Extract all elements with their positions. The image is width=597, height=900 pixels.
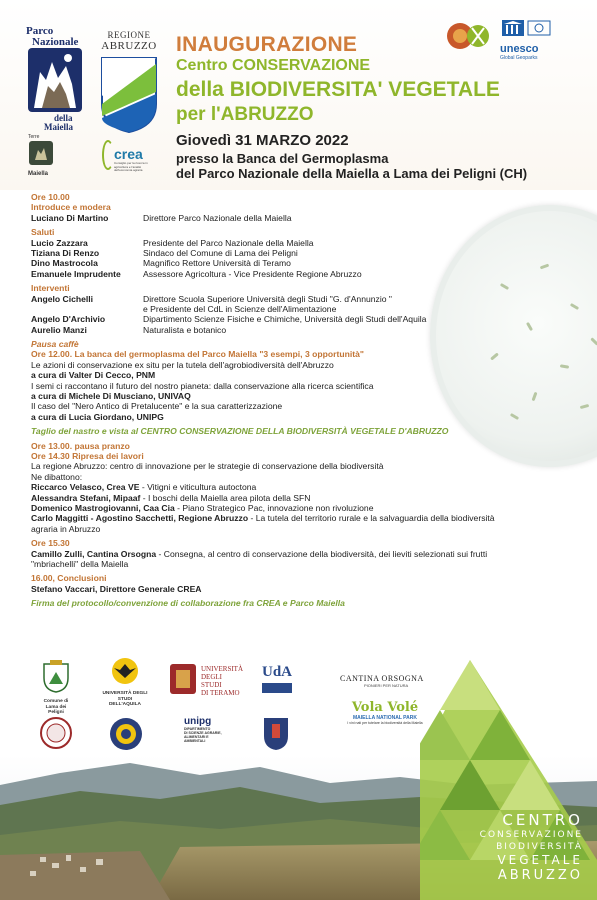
title-inaugurazione: INAUGURAZIONE — [176, 33, 358, 56]
unesco-subtitle: Global Geoparks — [500, 55, 538, 61]
unipg-logo — [184, 716, 224, 743]
comune-caption-2: Lama dei Peligni — [45, 704, 67, 715]
unite-emblem-icon — [168, 662, 198, 696]
event-place-line2: del Parco Nazionale della Maiella a Lama dei Peligni (CH) — [176, 166, 528, 181]
crea-subtitle: Consiglio per la ricerca in agricoltura e l'analisi dell'economia agraria — [114, 161, 148, 172]
person-row — [31, 304, 591, 314]
vola-vole-logo — [340, 700, 430, 725]
debate-topic-cont: agraria in Abruzzo — [31, 523, 101, 534]
person-row — [31, 314, 591, 324]
comune-lama-logo — [38, 658, 74, 716]
unite-text-1: UNIVERSITÀ — [201, 665, 243, 673]
pnm-logo-text-3: della — [54, 113, 73, 123]
badge-line-centro: CENTRO — [502, 811, 583, 829]
unipg-caption-2: DI SCIENZE AGRARIE, — [184, 731, 222, 735]
coat-of-arms-icon — [38, 658, 74, 694]
debate-topic: - La tutela del territorio rurale e la salvaguardia della biodiversità — [248, 513, 495, 524]
eagle-icon — [100, 656, 150, 686]
terre-label: Terre — [28, 134, 40, 140]
debate-row — [31, 493, 591, 503]
unipg-caption-1: DIPARTIMENTO — [184, 727, 211, 731]
person-row — [31, 258, 591, 268]
pnm-logo-text-4: Maiella — [44, 122, 73, 132]
wolf-icon — [28, 48, 82, 112]
vola-sub2: I vini nati per tutelare la biodiversità della Maiella — [347, 721, 423, 725]
talk-title: La regione Abruzzo: centro di innovazione per le strategie di conservazione della biodiversità — [31, 461, 384, 472]
unesco-label: unesco — [500, 43, 539, 55]
badge-line-abruzzo: ABRUZZO — [497, 868, 583, 883]
parco-maiella-logo — [26, 26, 86, 130]
person-role: e Presidente del CdL in Scienze dell'Alimentazione — [143, 303, 337, 314]
title-centro-conservazione: Centro CONSERVAZIONE — [176, 57, 371, 74]
person-role: Dipartimento Scienze Fisiche e Chimiche, Università degli Studi dell'Aquila — [143, 314, 427, 325]
vola-sub: MAIELLA NATIONAL PARK — [353, 715, 417, 721]
badge-line-conservazione: CONSERVAZIONE — [479, 830, 583, 840]
abruzzo-label: ABRUZZO — [101, 40, 157, 52]
signing-note: Firma del protocollo/convenzione di collaborazione fra CREA e Parco Maiella — [31, 598, 345, 609]
event-date: Giovedì 31 MARZO 2022 — [176, 132, 349, 149]
title-abruzzo: per l'ABRUZZO — [176, 104, 314, 125]
badge-line-vegetale: VEGETALE — [497, 853, 583, 867]
orsogna-label: CANTINA ORSOGNA — [340, 674, 424, 683]
person-role: Presidente del Parco Nazionale della Maiella — [143, 237, 314, 248]
crea-medal-logo — [108, 716, 144, 752]
debate-speaker: Domenico Mastrogiovanni, Caa Cia — [31, 502, 175, 513]
pnm-logo-text-1: Parco — [26, 25, 54, 37]
talk-speaker: a cura di Michele Di Musciano, UNIVAQ — [31, 391, 191, 402]
person-role: Magnifico Rettore Università di Teramo — [143, 258, 291, 269]
session-time: Ore 13.00. pausa pranzo — [31, 440, 130, 451]
comune-caption-1: Comune di — [43, 699, 69, 704]
regione-label: REGIONE — [107, 30, 151, 40]
person-row — [31, 248, 591, 258]
unibo-seal-icon — [36, 716, 76, 750]
cantina-orsogna-logo — [340, 674, 430, 688]
centro-badge — [448, 812, 597, 884]
person-name: Lucio Zazzara — [31, 237, 88, 248]
badge-line-biodiversita: BIODIVERSITÀ — [496, 842, 583, 852]
person-name: Luciano Di Martino — [31, 212, 109, 223]
session-time: Ore 14.30 Ripresa dei lavori — [31, 450, 144, 461]
event-place-line1: presso la Banca del Germoplasma — [176, 151, 389, 166]
person-row — [31, 269, 591, 279]
pausa-caffe: Pausa caffè — [31, 339, 79, 350]
debate-topic: - Vitigni e viticultura autoctona — [139, 482, 257, 493]
unesco-logo — [500, 18, 560, 62]
unite-text-2: DEGLI STUDI — [201, 673, 222, 689]
unipg-label: unipg — [184, 716, 212, 727]
person-role: Direttore Parco Nazionale della Maiella — [143, 212, 292, 223]
person-name: Aurelio Manzi — [31, 324, 87, 335]
person-name: Angelo Cichelli — [31, 293, 94, 304]
talk-title: I semi ci raccontano il futuro del nostro pianeta: dalla conservazione alla ricerca scientifica — [31, 380, 374, 391]
univaq-caption-2: DELL'AQUILA — [108, 702, 142, 707]
talk-speaker: a cura di Valter Di Cecco, PNM — [31, 370, 156, 381]
univaq-caption-1: UNIVERSITÀ DEGLI STUDI — [102, 691, 148, 702]
orsogna-sub: PIONIERI PER NATURA — [364, 683, 409, 688]
person-row — [31, 325, 591, 335]
person-name: Tiziana Di Renzo — [31, 247, 100, 258]
crea-logo — [100, 140, 156, 180]
ribbon-cutting-note: Taglio del nastro e vista al CENTRO CONSERVAZIONE DELLA BIODIVERSITÀ VEGETALE D'ABRUZZO — [31, 426, 449, 437]
seed-bank-logo — [446, 16, 492, 56]
unipg-caption-3: ALIMENTARI E AMBIENTALI — [184, 735, 209, 743]
medal-icon — [108, 716, 144, 752]
talk-speaker: a cura di Lucia Giordano, UNIPG — [31, 411, 164, 422]
debate-speaker: Riccarco Velasco, Crea VE — [31, 482, 140, 493]
debate-row — [31, 503, 591, 513]
debate-speaker: Alessandra Stefani, Mipaaf — [31, 492, 141, 503]
person-name: Dino Mastrocola — [31, 258, 98, 269]
person-name: Emanuele Imprudente — [31, 268, 121, 279]
maiella-small-label: Maiella — [28, 171, 49, 177]
abruzzo-shield-icon — [98, 56, 160, 134]
unite-text-3: DI TERAMO — [201, 689, 240, 697]
shield-icon — [262, 716, 290, 752]
title-biodiversita: della BIODIVERSITA' VEGETALE — [176, 78, 500, 101]
program — [31, 192, 591, 608]
terre-maiella-logo — [28, 134, 56, 178]
person-row — [31, 213, 591, 223]
deer-icon — [28, 140, 54, 166]
talk-title-cont: "mbriachelli" della Maiella — [31, 558, 129, 569]
debate-row — [31, 482, 591, 492]
debate-topic: - Piano Strategico Pac, innovazione non rivoluzione — [174, 502, 374, 513]
session-title: Ore 12.00. La banca del germoplasma del Parco Maiella "3 esempi, 3 opportunità" — [31, 349, 364, 360]
session-time: Ore 15.30 — [31, 538, 70, 549]
regione-abruzzo-logo — [98, 30, 160, 136]
section-label: Interventi — [31, 283, 70, 294]
person-role: Naturalista e botanico — [143, 324, 227, 335]
talk-row — [31, 549, 591, 559]
debate-topic: - I boschi della Maiella area pilota della SFN — [140, 492, 311, 503]
session-time: Ore 10.00 — [31, 192, 70, 202]
pnm-logo-text-2: Nazionale — [32, 36, 79, 48]
person-row — [31, 294, 591, 304]
sprout-icon — [590, 337, 597, 345]
vola-label: Vola Volé — [351, 700, 419, 715]
section-label: Saluti — [31, 227, 55, 238]
person-role: Direttore Scuola Superiore Università degli Studi "G. d'Annunzio " — [143, 293, 392, 304]
talk-speaker: Camillo Zulli, Cantina Orsogna — [31, 548, 157, 559]
uda-label: UdA — [262, 664, 293, 680]
univaq-logo — [100, 656, 150, 708]
debate-label: Ne dibattono: — [31, 471, 83, 482]
person-row — [31, 238, 591, 248]
talk-title: Il caso del "Nero Antico di Pretalucente" e la sua caratterizzazione — [31, 401, 283, 412]
person-name: Angelo D'Archivio — [31, 314, 106, 325]
talk-title: Le azioni di conservazione ex situ per la tutela dell'agrobiodiversità dell'Abruzzo — [31, 359, 334, 370]
person-role: Sindaco del Comune di Lama dei Peligni — [143, 247, 298, 258]
debate-row — [31, 513, 591, 523]
session-subtitle: Introduce e modera — [31, 202, 111, 213]
talk-title: - Consegna, al centro di conservazione della biodiversità, dei lieviti selezionati sui frutti — [156, 548, 488, 559]
unite-logo — [168, 662, 244, 696]
talk-speaker: Stefano Vaccari, Direttore Generale CREA — [31, 583, 202, 594]
seed-icon — [446, 16, 492, 56]
teramo-shield-logo — [262, 716, 290, 752]
crea-label: crea — [114, 146, 143, 162]
debate-speaker: Carlo Maggitti - Agostino Sacchetti, Regione Abruzzo — [31, 513, 249, 524]
person-role: Assessore Agricoltura - Vice Presidente Regione Abruzzo — [143, 268, 362, 279]
uda-logo — [262, 664, 296, 698]
session-time: 16.00, Conclusioni — [31, 573, 107, 584]
unesco-temple-icon — [500, 18, 554, 38]
